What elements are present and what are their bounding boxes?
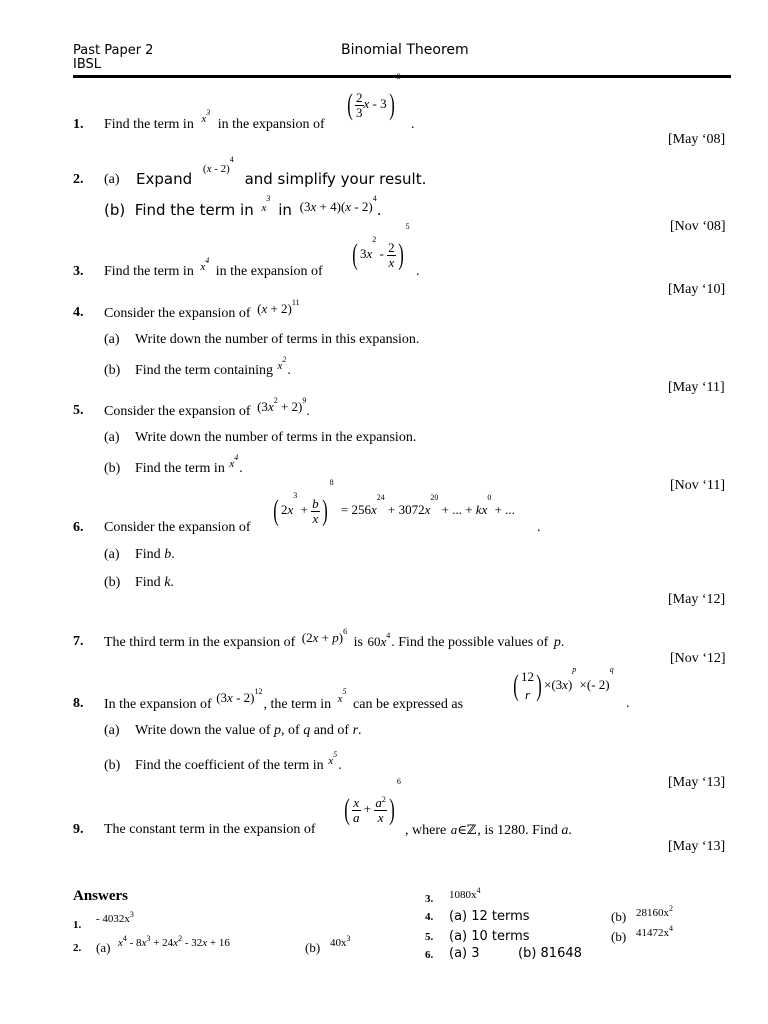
q2-part-b-text: (b) Find the term in $^{x^3}$ in (3x + 4)(x - 2)$^4$. [104, 194, 382, 219]
header-left-line2: IBSL [73, 57, 102, 72]
q8-number: 8. [73, 696, 84, 711]
q7-reference: [Nov ‘12] [670, 651, 726, 666]
q5-part-b-label: (b) [104, 461, 121, 476]
q4-part-b-label: (b) [104, 363, 121, 378]
answer-5-number: 5. [425, 931, 434, 943]
answer-2-number: 2. [73, 942, 82, 954]
q6-part-a-label: (a) [104, 547, 120, 562]
answer-1-number: 1. [73, 919, 82, 931]
q9-text-end: , where a∈ℤ, is 1280. Find a. [405, 822, 572, 838]
q3-number: 3. [73, 264, 84, 279]
q8-part-a-text: Write down the value of p, of q and of r. [135, 723, 362, 738]
q3-text: Find the term in $^{x^4}$ in the expansion of [104, 256, 323, 279]
answer-6a: (a) 3 [449, 946, 480, 961]
q5-part-a-text: Write down the number of terms in the expansion. [135, 430, 417, 445]
header-left-line1: Past Paper 2 [73, 43, 154, 58]
q1-number: 1. [73, 117, 84, 132]
q4-text: Consider the expansion of $(x + 2)^{11}$ [104, 298, 300, 321]
q6-part-a-text: Find b. [135, 547, 175, 562]
answer-5b: $41472x^4$ [636, 924, 673, 939]
answer-3-number: 3. [425, 893, 434, 905]
answer-4-number: 4. [425, 911, 434, 923]
q4-reference: [May ‘11] [668, 380, 725, 395]
q4-part-b-text: Find the term containing $^{x^2}$. [135, 355, 291, 378]
q6-part-b-label: (b) [104, 575, 121, 590]
answers-heading: Answers [73, 888, 128, 904]
answer-2a-label: (a) [96, 940, 111, 955]
q5-part-b-text: Find the term in $^{x^4}$. [135, 453, 243, 476]
answer-3: $1080x^4$ [449, 886, 481, 901]
q2-part-a-label: (a) [104, 172, 120, 187]
answer-6-number: 6. [425, 949, 434, 961]
q3-expression: ( $3x^2$ - $\frac{2}{x}$ )$^5$ [352, 222, 410, 271]
q1-text: Find the term in $^{x^3}$ in the expansion of [104, 108, 325, 132]
answer-6b: (b) 81648 [518, 946, 582, 961]
page-title: Binomial Theorem [341, 42, 469, 58]
answer-2a: $x^4 - 8x^3 + 24x^2 - 32x + 16$ [118, 934, 230, 949]
answer-5b-label: (b) [611, 929, 627, 944]
q8-reference: [May ‘13] [668, 775, 726, 790]
q2-part-a-text: Expand $^{(x - 2)^4}$ and simplify your result. [136, 155, 427, 188]
q7-number: 7. [73, 634, 84, 649]
q6-reference: [May ‘12] [668, 592, 726, 607]
q7-text: The third term in the expansion of $(2x + p)^6$ is $60x^4$. Find the possible values of p. [104, 627, 565, 650]
q1-expression: ( $\frac{2}{3}$ x - 3)$^8$ [347, 72, 401, 121]
q6-expression: ( $2x^3$ + $\frac{b}{x}$ )$^8 = 256x^{24} + 3072x^{20}$ + ... + $kx^0$ + ... [273, 478, 515, 527]
q8-part-a-label: (a) [104, 723, 120, 738]
q8-text: In the expansion of (3x - 2)$^{12}$, the term in $^{x^5}$ can be expressed as [104, 687, 464, 712]
q2-number: 2. [73, 172, 84, 187]
q5-reference: [Nov ‘11] [670, 478, 726, 493]
header-rule [73, 75, 731, 78]
q9-expression: ( $\frac{x}{a}$ + $\frac{a^2}{x}$ )$^6$ [344, 777, 401, 826]
q9-reference: [May ‘13] [668, 839, 726, 854]
answer-2b: $40x^3$ [330, 934, 351, 949]
q5-text: Consider the expansion of $(3x^2 + 2)^9$. [104, 396, 310, 419]
q4-number: 4. [73, 305, 84, 320]
answer-4b-label: (b) [611, 909, 627, 924]
answer-2b-label: (b) [305, 940, 321, 955]
q5-number: 5. [73, 403, 84, 418]
q2-reference: [Nov ‘08] [670, 219, 726, 234]
q5-part-a-label: (a) [104, 430, 120, 445]
answer-1: - $4032x^3$ [96, 910, 134, 925]
q9-number: 9. [73, 822, 84, 837]
q6-text: Consider the expansion of [104, 520, 251, 535]
q3-reference: [May ‘10] [668, 282, 726, 297]
q6-number: 6. [73, 520, 84, 535]
answer-5a: (a) 10 terms [449, 929, 530, 944]
q1-reference: [May ‘08] [668, 132, 726, 147]
q8-expression: ( 12 r ) $\times(3x)^p$ ×(- 2)$^q$ [513, 665, 614, 702]
q4-part-a-label: (a) [104, 332, 120, 347]
q6-part-b-text: Find k. [135, 575, 174, 590]
answer-4a: (a) 12 terms [449, 909, 530, 924]
q8-part-b-text: Find the coefficient of the term in $^{x^5}$. [135, 750, 342, 773]
q8-part-b-label: (b) [104, 758, 121, 773]
q4-part-a-text: Write down the number of terms in this expansion. [135, 332, 420, 347]
q9-text: The constant term in the expansion of [104, 822, 316, 837]
answer-4b: $28160x^2$ [636, 904, 673, 919]
